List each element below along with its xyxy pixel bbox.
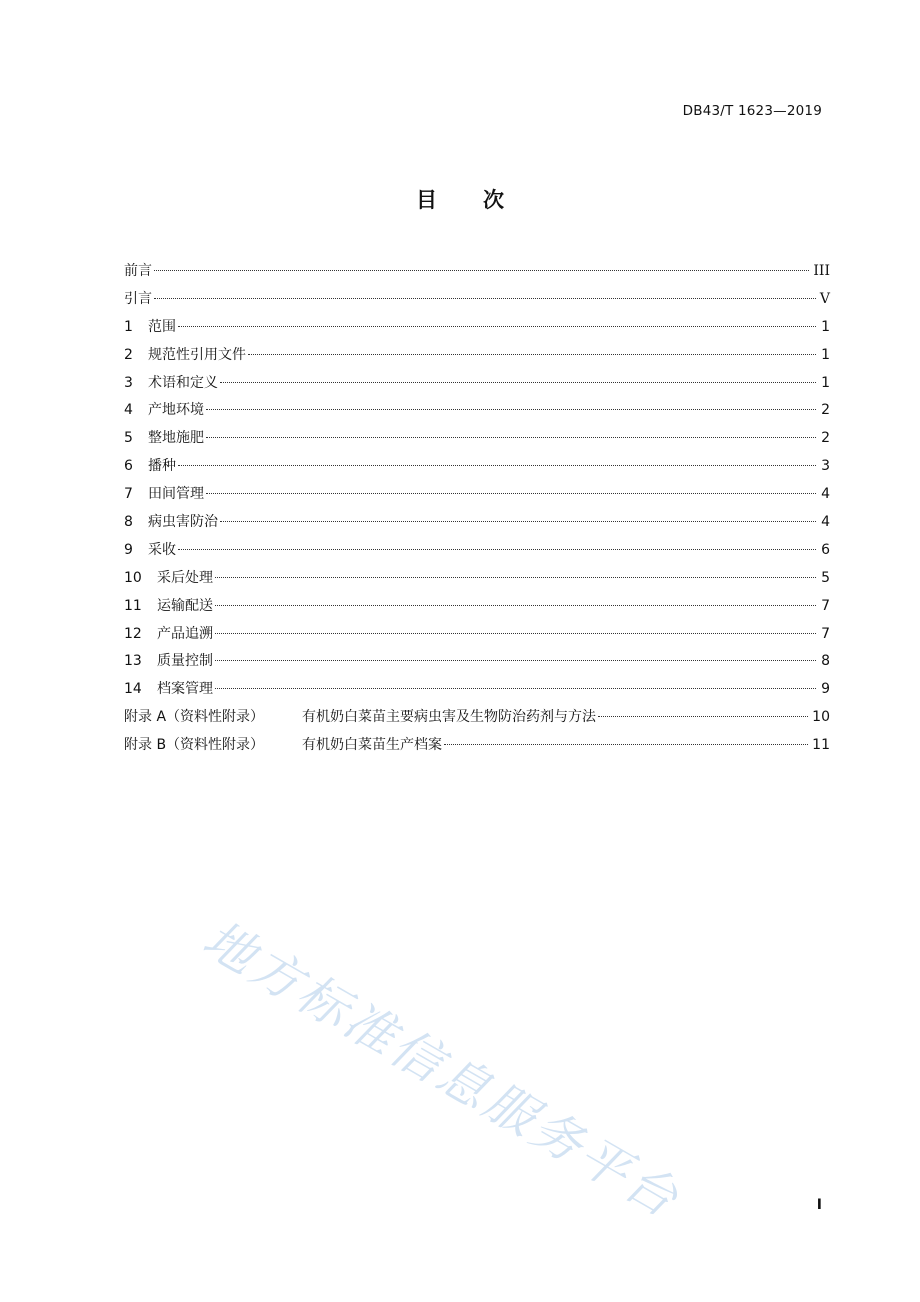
toc-annex-tag: 附录 A（资料性附录） <box>124 709 265 726</box>
toc-entry[interactable] <box>124 258 830 286</box>
toc-entry-label: 术语和定义 <box>148 374 218 391</box>
document-code: DB43/T 1623—2019 <box>682 103 822 119</box>
toc-entry-number: 13 <box>124 653 142 670</box>
toc-entry-page: 7 <box>821 597 830 614</box>
toc-title <box>0 184 920 214</box>
toc-entry-page: 4 <box>821 486 830 503</box>
toc-entry-number: 5 <box>124 430 133 447</box>
toc-entry-label: 播种 <box>148 458 176 475</box>
toc-entry[interactable] <box>124 676 830 704</box>
watermark: 地方标准信息服务平台 <box>193 909 691 1230</box>
toc-entry-number: 3 <box>124 374 133 391</box>
toc-entry-page: 2 <box>821 402 830 419</box>
toc-entry[interactable] <box>124 314 830 342</box>
page-number: I <box>816 1197 822 1213</box>
toc-dot-leader <box>178 465 816 466</box>
toc-annex-entry[interactable] <box>124 704 830 732</box>
toc-entry-label: 规范性引用文件 <box>148 346 246 363</box>
toc-entry[interactable] <box>124 425 830 453</box>
toc-entry-page: 8 <box>821 653 830 670</box>
toc-annex-label: 有机奶白菜苗生产档案 <box>302 737 442 754</box>
toc-entry-page: 5 <box>821 569 830 586</box>
toc-entry-page: V <box>819 290 830 307</box>
toc-entry[interactable] <box>124 648 830 676</box>
toc-entry-label: 田间管理 <box>148 486 204 503</box>
toc-entry[interactable] <box>124 509 830 537</box>
toc-dot-leader <box>154 298 816 299</box>
toc-title-part-2: 次 <box>483 188 504 212</box>
toc-dot-leader <box>215 633 816 634</box>
toc-entry[interactable] <box>124 453 830 481</box>
toc-entry-number: 6 <box>124 458 133 475</box>
toc-dot-leader <box>248 354 816 355</box>
toc-entry-page: 1 <box>821 374 830 391</box>
toc-entry-number: 2 <box>124 346 133 363</box>
toc-entry-number: 7 <box>124 486 133 503</box>
toc-entry-number: 9 <box>124 541 133 558</box>
toc-entry-label: 病虫害防治 <box>148 514 218 531</box>
toc-entry-label: 采后处理 <box>157 569 213 586</box>
toc-dot-leader <box>178 326 816 327</box>
toc-dot-leader <box>178 549 816 550</box>
toc-annex-tag: 附录 B（资料性附录） <box>124 737 265 754</box>
toc-annex-page: 11 <box>812 737 830 754</box>
toc-dot-leader <box>206 493 816 494</box>
toc-entry-label: 引言 <box>124 290 152 307</box>
toc-entry-number: 10 <box>124 569 142 586</box>
toc-dot-leader <box>215 660 816 661</box>
toc-entry-label: 产地环境 <box>148 402 204 419</box>
toc-dot-leader <box>206 437 816 438</box>
toc-dot-leader <box>154 270 809 271</box>
toc-entry[interactable] <box>124 342 830 370</box>
toc-entry[interactable] <box>124 481 830 509</box>
toc-entry-number: 11 <box>124 597 142 614</box>
toc-entry-label: 整地施肥 <box>148 430 204 447</box>
toc-entry-page: 3 <box>821 458 830 475</box>
toc-entry[interactable] <box>124 370 830 398</box>
toc-dot-leader <box>220 382 816 383</box>
toc-title-part-1: 目 <box>416 188 437 212</box>
toc-entry-page: 7 <box>821 625 830 642</box>
toc-entry[interactable] <box>124 397 830 425</box>
toc-entry-page: 2 <box>821 430 830 447</box>
table-of-contents <box>124 258 830 760</box>
toc-entry-page: 9 <box>821 681 830 698</box>
toc-entry-number: 12 <box>124 625 142 642</box>
toc-entry-number: 14 <box>124 681 142 698</box>
toc-dot-leader <box>215 577 816 578</box>
toc-annex-label: 有机奶白菜苗主要病虫害及生物防治药剂与方法 <box>302 709 596 726</box>
toc-entry-label: 档案管理 <box>157 681 213 698</box>
toc-entry[interactable] <box>124 537 830 565</box>
toc-entry-label: 质量控制 <box>157 653 213 670</box>
toc-annex-entry[interactable] <box>124 732 830 760</box>
toc-entry-page: 1 <box>821 318 830 335</box>
toc-entry-page: 4 <box>821 514 830 531</box>
toc-entry[interactable] <box>124 593 830 621</box>
toc-entry[interactable] <box>124 621 830 649</box>
toc-annex-page: 10 <box>812 709 830 726</box>
toc-entry-number: 8 <box>124 514 133 531</box>
toc-entry-page: 1 <box>821 346 830 363</box>
toc-dot-leader <box>215 688 816 689</box>
toc-entry-label: 前言 <box>124 263 152 279</box>
toc-entry[interactable] <box>124 286 830 314</box>
toc-entry-label: 范围 <box>148 318 176 335</box>
toc-dot-leader <box>598 716 808 717</box>
toc-entry-label: 产品追溯 <box>157 625 213 642</box>
toc-entry-page: III <box>813 263 830 279</box>
toc-dot-leader <box>215 605 816 606</box>
toc-entry-number: 1 <box>124 318 133 335</box>
toc-entry-page: 6 <box>821 541 830 558</box>
toc-entry-number: 4 <box>124 402 133 419</box>
toc-entry-label: 采收 <box>148 541 176 558</box>
toc-dot-leader <box>220 521 816 522</box>
toc-dot-leader <box>444 744 808 745</box>
toc-entry[interactable] <box>124 565 830 593</box>
toc-dot-leader <box>206 409 816 410</box>
toc-entry-label: 运输配送 <box>157 597 213 614</box>
